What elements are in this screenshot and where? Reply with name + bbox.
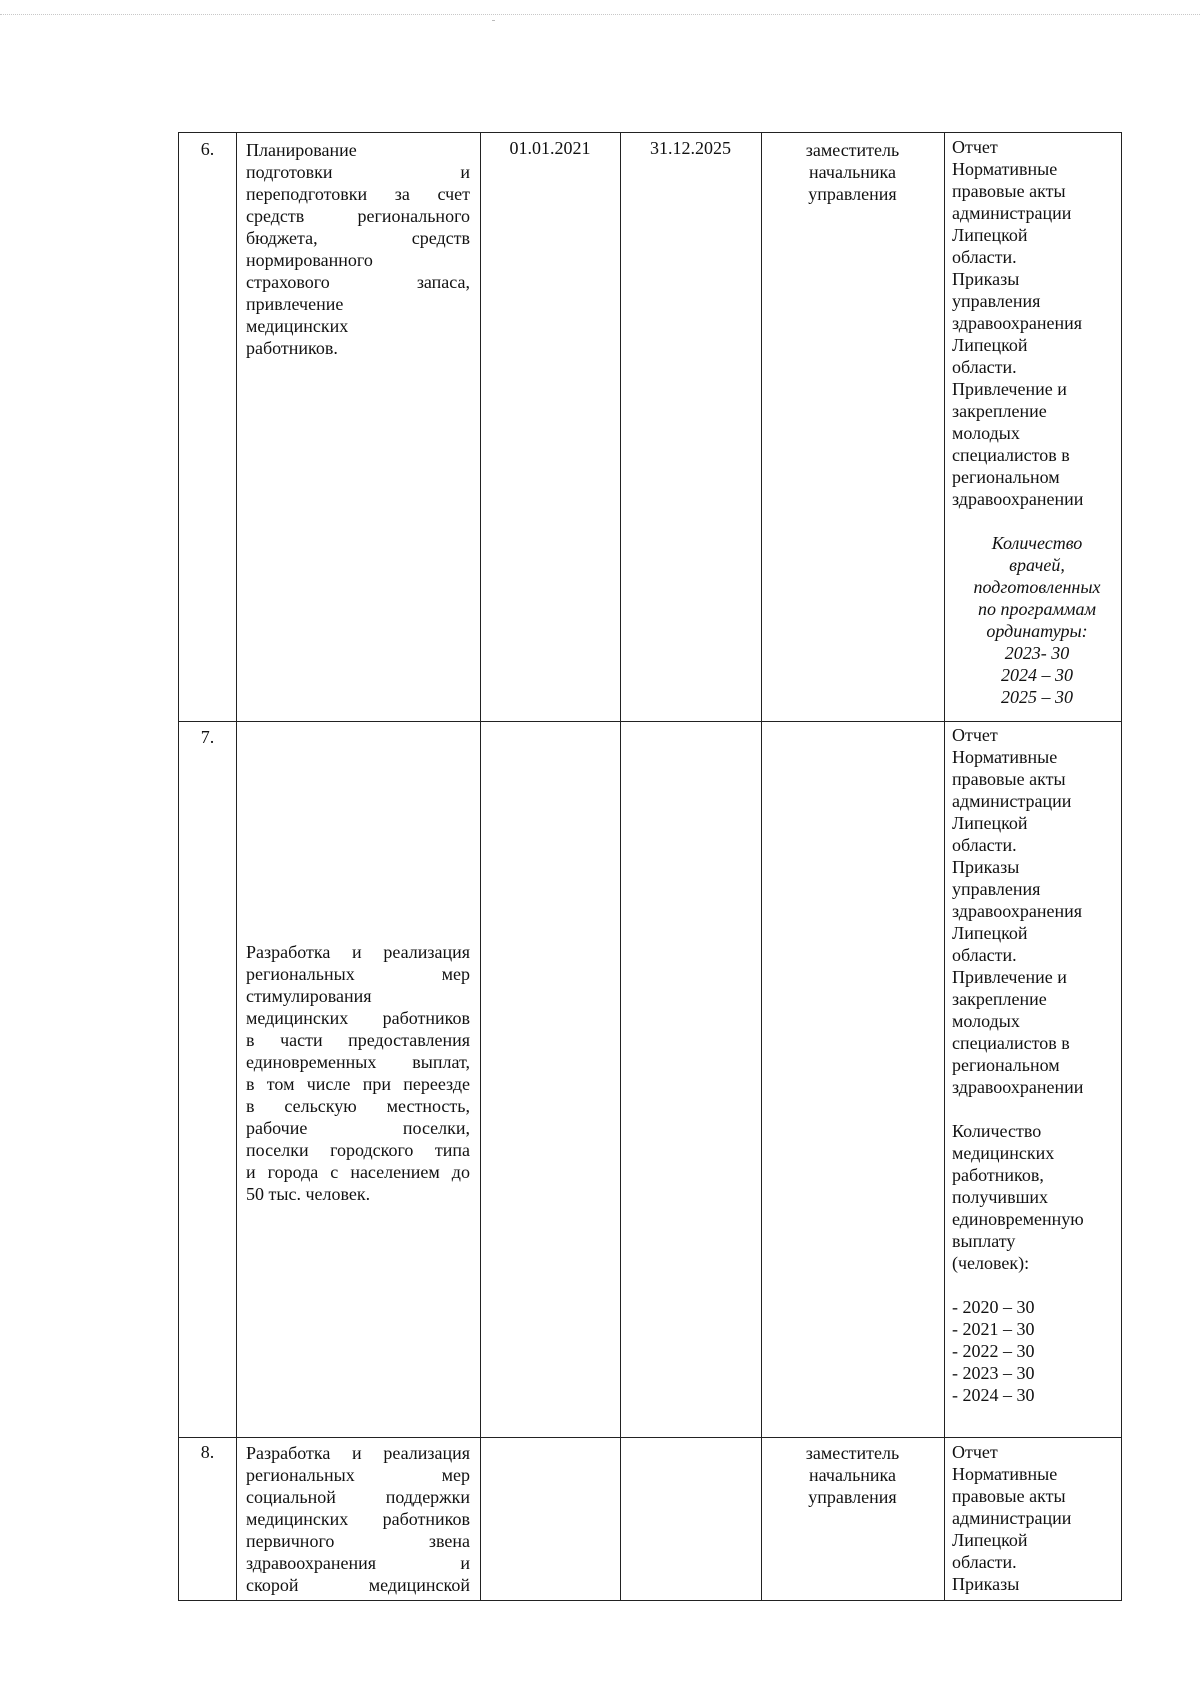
measure-word: работников	[382, 1509, 470, 1529]
measure-word: работников.	[246, 338, 338, 358]
measure-line	[246, 337, 470, 359]
measure-word: привлечение	[246, 294, 344, 314]
responsible-person: заместитель начальника управления	[805, 140, 900, 204]
column-divider	[944, 133, 945, 1600]
measure-word: и	[352, 942, 362, 962]
measure-word: бюджета,	[246, 228, 318, 248]
column-divider	[236, 133, 237, 1600]
measure-line	[246, 293, 470, 315]
measure-word: и	[352, 1443, 362, 1463]
measure-line	[246, 1095, 470, 1117]
measure-word: выплат,	[412, 1052, 470, 1072]
measure-word: и	[460, 1553, 470, 1573]
measure-word: населением	[350, 1162, 440, 1182]
measure-line	[246, 183, 470, 205]
measure-word: типа	[434, 1140, 470, 1160]
start-date: 01.01.2021	[509, 138, 591, 158]
documents-list: Отчет Нормативные правовые акты администрации Липецкой области. Приказы управления здравоохранения Липецкой области. Привлечение и закрепление молодых специалистов в региональном здравоохранении	[952, 137, 1084, 509]
measure-word: работников	[382, 1008, 470, 1028]
measure-line	[246, 1464, 470, 1486]
measure-word: переподготовки	[246, 184, 368, 204]
measure-line	[246, 1139, 470, 1161]
measure-word: медицинской	[368, 1575, 470, 1595]
measure-line	[246, 1530, 470, 1552]
measure-word: мер	[441, 1465, 470, 1485]
measure-word: до	[451, 1162, 470, 1182]
measure-word: реализация	[383, 942, 470, 962]
measure-word: поддержки	[385, 1487, 470, 1507]
measure-line	[246, 227, 470, 249]
measure-word: социальной	[246, 1487, 336, 1507]
indicator-text: Количество врачей, подготовленных по программам ординатуры: 2023- 30 2024 – 30 2025 – 30	[973, 533, 1101, 707]
measure-line	[246, 1029, 470, 1051]
measure-word: стимулирования	[246, 986, 372, 1006]
measure-text	[246, 139, 470, 359]
measure-word: региональных	[246, 964, 355, 984]
column-divider	[480, 133, 481, 1600]
measure-line	[246, 963, 470, 985]
measure-word: средств	[411, 228, 470, 248]
measure-word: предоставления	[348, 1030, 470, 1050]
indicator-text: Количество медицинских работников, получивших единовременную выплату (человек):	[952, 1121, 1084, 1273]
measure-word: счет	[437, 184, 470, 204]
measure-word: мер	[441, 964, 470, 984]
measure-word: запаса,	[416, 272, 470, 292]
measure-line	[246, 941, 470, 963]
row-number: 8.	[200, 1442, 215, 1462]
measure-word: средств	[246, 206, 305, 226]
measure-word: в	[246, 1074, 255, 1094]
measure-line	[246, 1486, 470, 1508]
measure-word: города	[267, 1162, 319, 1182]
measure-word: Разработка	[246, 1443, 331, 1463]
measures-table	[178, 132, 1122, 1601]
scan-edge-line	[0, 14, 1200, 15]
measure-word: единовременных	[246, 1052, 377, 1072]
measure-word: за	[394, 184, 410, 204]
row-divider	[179, 721, 1121, 722]
measure-word: здравоохранения	[246, 1553, 377, 1573]
measure-line	[246, 1508, 470, 1530]
measure-word: Планирование	[246, 140, 357, 160]
measure-line	[246, 315, 470, 337]
measure-word: медицинских	[246, 316, 349, 336]
measure-line	[246, 1117, 470, 1139]
measure-line	[246, 1183, 470, 1205]
documents-list: Отчет Нормативные правовые акты администрации Липецкой области. Приказы управления здравоохранения Липецкой области. Привлечение и закрепление молодых специалистов в региональном здравоохранении	[952, 725, 1084, 1097]
measure-text	[246, 941, 470, 1205]
responsible-person: заместитель начальника управления	[805, 1443, 900, 1507]
column-divider	[761, 133, 762, 1600]
measure-word: рабочие	[246, 1118, 308, 1138]
measure-line	[246, 1574, 470, 1596]
measure-word: сельскую	[284, 1096, 357, 1116]
scan-mark	[492, 20, 495, 21]
measure-line	[246, 1552, 470, 1574]
measure-text	[246, 1442, 470, 1596]
measure-line	[246, 1051, 470, 1073]
measure-word: нормированного	[246, 250, 373, 270]
measure-line	[246, 1007, 470, 1029]
documents-cell	[952, 1441, 1122, 1595]
measure-word: Разработка	[246, 942, 331, 962]
measure-word: том	[266, 1074, 295, 1094]
documents-cell	[952, 724, 1122, 1406]
measure-word: звена	[428, 1531, 470, 1551]
measure-word: числе	[306, 1074, 351, 1094]
measure-word: части	[280, 1030, 323, 1050]
measure-word: реализация	[383, 1443, 470, 1463]
measure-word: городского	[330, 1140, 414, 1160]
measure-word: при	[362, 1074, 391, 1094]
measure-line	[246, 249, 470, 271]
measure-word: скорой	[246, 1575, 299, 1595]
row-number: 7.	[200, 727, 215, 747]
row-divider	[179, 1437, 1121, 1438]
documents-cell	[952, 136, 1122, 708]
measure-word: страхового	[246, 272, 330, 292]
measure-word: поселки	[246, 1140, 309, 1160]
measure-word: в	[246, 1096, 255, 1116]
measure-word: медицинских	[246, 1509, 349, 1529]
measure-word: подготовки	[246, 162, 333, 182]
measure-word: местность,	[386, 1096, 470, 1116]
measure-word: с	[330, 1162, 339, 1182]
measure-line	[246, 1073, 470, 1095]
measure-word: переезде	[403, 1074, 470, 1094]
yearly-values: - 2020 – 30 - 2021 – 30 - 2022 – 30 - 2023 – 30 - 2024 – 30	[952, 1297, 1035, 1405]
documents-list: Отчет Нормативные правовые акты администрации Липецкой области. Приказы	[952, 1442, 1072, 1594]
column-divider	[620, 133, 621, 1600]
measure-line	[246, 139, 470, 161]
measure-line	[246, 1442, 470, 1464]
measure-word: 50 тыс. человек.	[246, 1184, 371, 1204]
measure-line	[246, 1161, 470, 1183]
measure-line	[246, 271, 470, 293]
measure-word: в	[246, 1030, 255, 1050]
measure-line	[246, 161, 470, 183]
measure-word: поселки,	[402, 1118, 470, 1138]
measure-word: медицинских	[246, 1008, 349, 1028]
end-date: 31.12.2025	[650, 138, 731, 158]
measure-line	[246, 985, 470, 1007]
measure-word: первичного	[246, 1531, 335, 1551]
measure-line	[246, 205, 470, 227]
measure-word: регионального	[357, 206, 470, 226]
measure-word: и	[246, 1162, 256, 1182]
measure-word: и	[460, 162, 470, 182]
row-number: 6.	[200, 139, 215, 159]
measure-word: региональных	[246, 1465, 355, 1485]
